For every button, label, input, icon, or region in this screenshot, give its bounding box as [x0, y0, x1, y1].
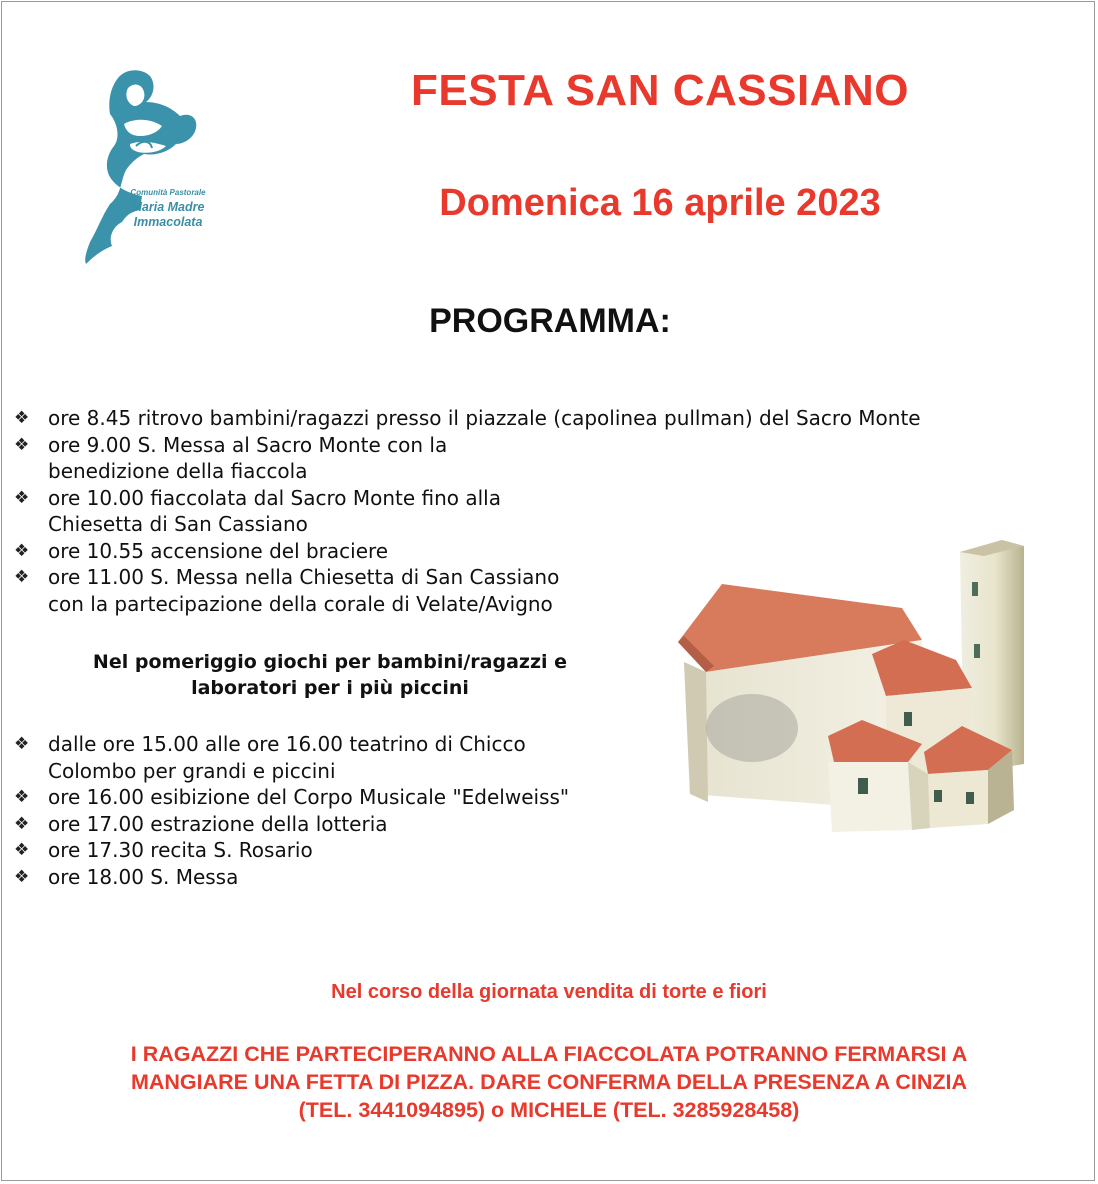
item-text: ore 9.00 S. Messa al Sacro Monte con la	[48, 432, 448, 457]
item-text: ore 10.55 accensione del braciere	[48, 538, 389, 563]
afternoon-note	[40, 649, 620, 701]
pizza-note-line2: MANGIARE UNA FETTA DI PIZZA. DARE CONFERMA DELLA PRESENZA A CINZIA	[130, 1070, 968, 1094]
afternoon-note-line2: laboratori per i più piccini	[191, 677, 469, 699]
item-text-cont: con la partecipazione della corale di Velate/Avigno	[48, 591, 553, 616]
item-text: ore 11.00 S. Messa nella Chiesetta di San Cassiano	[48, 565, 560, 589]
pizza-note-line3: (TEL. 3441094895) o MICHELE (TEL. 3285928458)	[298, 1098, 800, 1122]
bullet-icon: ❖	[14, 434, 30, 455]
list-item	[14, 432, 1084, 485]
item-text: ore 17.00 estrazione della lotteria	[48, 811, 388, 836]
madonna-figure-icon	[80, 66, 220, 266]
parish-logo	[80, 66, 220, 266]
bullet-icon: ❖	[14, 408, 30, 428]
bullet-icon: ❖	[14, 840, 30, 860]
item-text: ore 18.00 S. Messa	[48, 864, 239, 889]
bullet-icon: ❖	[14, 540, 30, 561]
item-text: ore 16.00 esibizione del Corpo Musicale "Edelweiss"	[48, 785, 570, 809]
afternoon-note-line1: Nel pomeriggio giochi per bambini/ragazzi e	[92, 651, 568, 673]
item-text: ore 8.45 ritrovo bambini/ragazzi presso il piazzale (capolinea pullman) del Sacro Monte	[48, 406, 921, 430]
page-title: FESTA SAN CASSIANO	[411, 66, 909, 115]
pizza-note-line1: I RAGAZZI CHE PARTECIPERANNO ALLA FIACCOLATA POTRANNO FERMARSI A	[130, 1042, 968, 1066]
logo-caption	[108, 188, 228, 230]
item-text-cont: Chiesetta di San Cassiano	[48, 512, 308, 536]
church-illustration-icon	[672, 512, 1068, 846]
bullet-icon: ❖	[14, 813, 30, 834]
programma-heading: PROGRAMMA:	[429, 302, 671, 340]
bullet-icon: ❖	[14, 487, 30, 508]
logo-line-name-2: Immacolata	[133, 215, 203, 229]
item-text: ore 10.00 fiaccolata dal Sacro Monte fino alla	[48, 485, 501, 510]
event-date: Domenica 16 aprile 2023	[439, 182, 881, 224]
bullet-icon: ❖	[14, 567, 30, 587]
list-item	[14, 864, 1084, 891]
bullet-icon: ❖	[14, 734, 30, 754]
item-text: ore 17.30 recita S. Rosario	[48, 838, 313, 862]
item-text-cont: Colombo per grandi e piccini	[48, 758, 336, 783]
pizza-note	[8, 1040, 1090, 1124]
bullet-icon: ❖	[14, 866, 30, 887]
sale-note: Nel corso della giornata vendita di torte e fiori	[331, 981, 767, 1003]
item-text-cont: benedizione della fiaccola	[48, 459, 308, 483]
logo-line-name: Maria Madre	[131, 200, 205, 214]
bullet-icon: ❖	[14, 787, 30, 807]
logo-line-community: Comunità Pastorale	[130, 188, 206, 197]
list-item	[14, 405, 1084, 432]
item-text: dalle ore 15.00 alle ore 16.00 teatrino di Chicco	[48, 732, 526, 756]
